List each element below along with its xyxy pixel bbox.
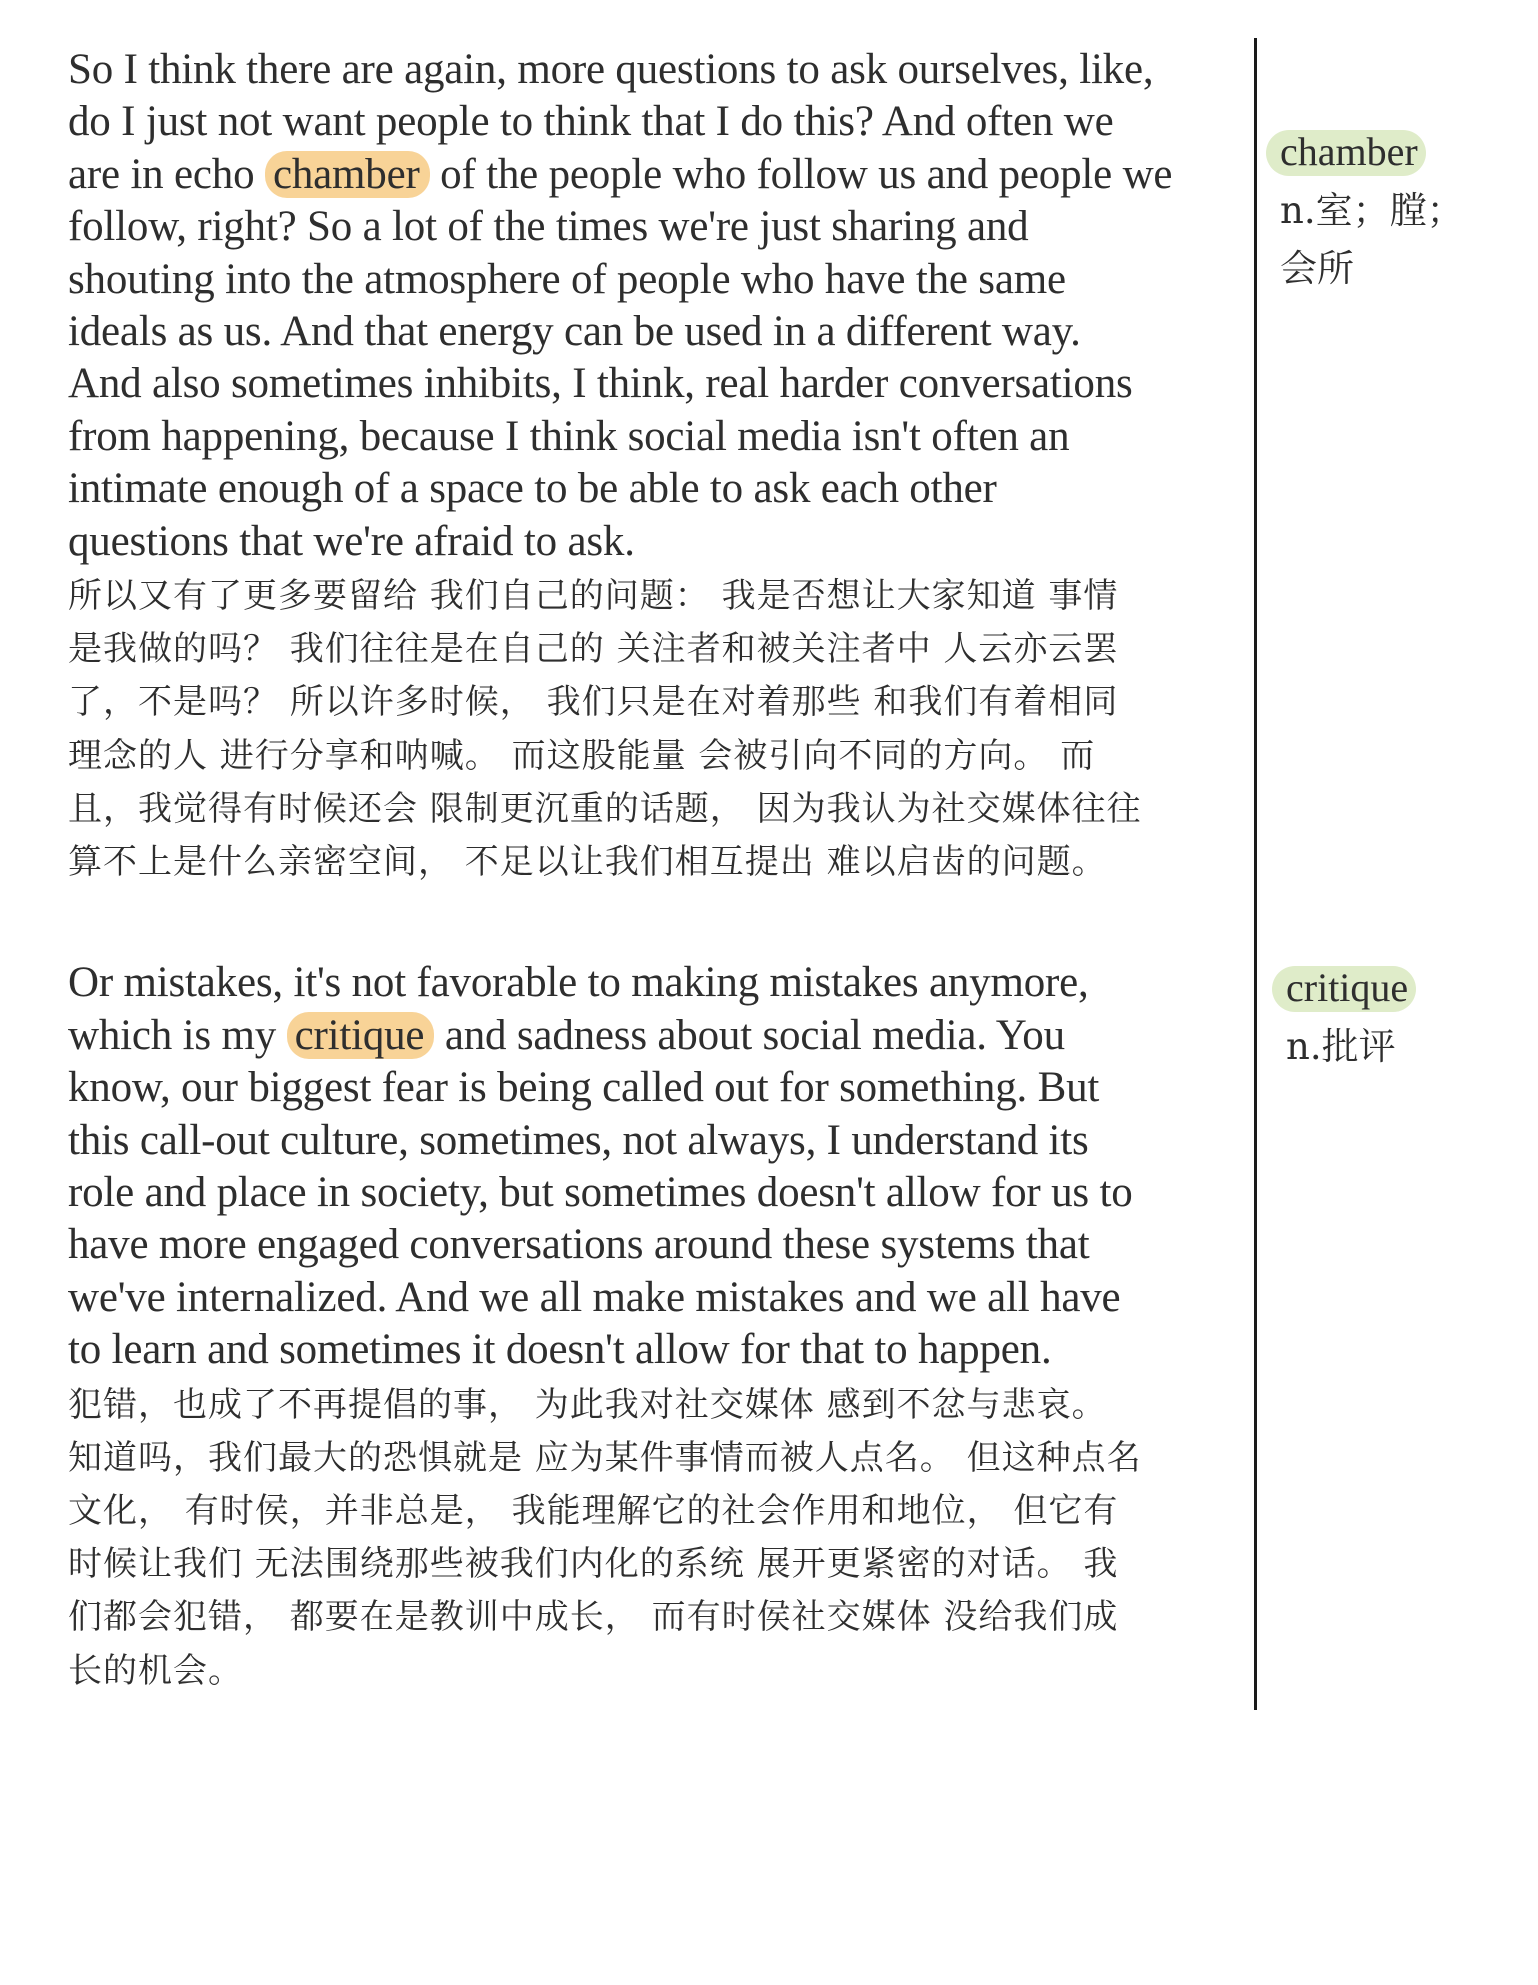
text-after-highlight: of the people who follow us and people we [429, 150, 1173, 198]
chinese-line: 所以又有了更多要留给 我们自己的问题： 我是否想让大家知道 事情 [68, 576, 1119, 617]
chinese-line: 了，不是吗？ 所以许多时候， 我们只是在对着那些 和我们有着相同 [68, 682, 1119, 723]
glossary-entry-chamber [1266, 130, 1480, 298]
chinese-line: 算不上是什么亲密空间， 不足以让我们相互提出 难以启齿的问题。 [68, 842, 1107, 883]
english-line: role and place in society, but sometimes doesn't allow for us to [68, 1168, 1133, 1216]
text-before-highlight: are in echo [68, 150, 265, 198]
chinese-paragraph-2 [68, 1379, 1248, 1698]
glossary-definition: n.批评 [1286, 1025, 1396, 1068]
chinese-line: 犯错，也成了不再提倡的事， 为此我对社交媒体 感到不忿与悲哀。 [68, 1384, 1107, 1425]
highlighted-word-critique[interactable]: critique [287, 1012, 435, 1059]
chinese-line: 是我做的吗？ 我们往往是在自己的 关注者和被关注者中 人云亦云罢 [68, 629, 1119, 670]
glossary-entry-critique [1272, 966, 1486, 1076]
chinese-line: 长的机会。 [68, 1650, 243, 1691]
paragraph-gap [68, 889, 1248, 957]
chinese-line: 理念的人 进行分享和呐喊。 而这股能量 会被引向不同的方向。 而 [68, 735, 1096, 776]
english-line: from happening, because I think social media isn't often an [68, 412, 1070, 460]
english-line: shouting into the atmosphere of people who have the same [68, 255, 1066, 303]
english-line: Or mistakes, it's not favorable to making mistakes anymore, [68, 959, 1089, 1007]
english-line: questions that we're afraid to ask. [68, 517, 635, 565]
english-line: have more engaged conversations around these systems that [68, 1221, 1090, 1269]
english-line: do I just not want people to think that I do this? And often we [68, 98, 1114, 146]
english-line: ideals as us. And that energy can be used in a different way. [68, 308, 1081, 356]
english-line: intimate enough of a space to be able to ask each other [68, 465, 997, 513]
english-paragraph-1 [68, 44, 1248, 568]
transcript-column [68, 44, 1248, 1698]
chinese-line: 文化， 有时侯，并非总是， 我能理解它的社会作用和地位， 但它有 [68, 1490, 1119, 1531]
english-line-with-highlight [68, 1010, 1248, 1062]
margin-divider [1254, 38, 1257, 1710]
english-line: this call-out culture, sometimes, not always, I understand its [68, 1116, 1089, 1164]
english-line: So I think there are again, more questions to ask ourselves, like, [68, 46, 1154, 93]
chinese-line: 时候让我们 无法围绕那些被我们内化的系统 展开更紧密的对话。 我 [68, 1544, 1119, 1585]
english-line: to learn and sometimes it doesn't allow for that to happen. [68, 1326, 1052, 1374]
english-paragraph-2 [68, 957, 1248, 1376]
chinese-line: 知道吗，我们最大的恐惧就是 应为某件事情而被人点名。 但这种点名 [68, 1437, 1142, 1478]
text-before-highlight: which is my [68, 1011, 287, 1059]
glossary-definition: n.室；膛；会所 [1280, 189, 1464, 290]
english-line-with-highlight [68, 149, 1248, 201]
highlighted-word-chamber[interactable]: chamber [265, 151, 430, 198]
english-line: follow, right? So a lot of the times we're just sharing and [68, 203, 1029, 251]
english-line: we've internalized. And we all make mistakes and we all have [68, 1273, 1121, 1321]
english-line: know, our biggest fear is being called out for something. But [68, 1064, 1100, 1112]
glossary-word[interactable]: critique [1272, 966, 1416, 1012]
chinese-line: 们都会犯错， 都要在是教训中成长， 而有时侯社交媒体 没给我们成 [68, 1597, 1119, 1638]
chinese-line: 且，我觉得有时候还会 限制更沉重的话题， 因为我认为社交媒体往往 [68, 788, 1142, 829]
glossary-word[interactable]: chamber [1266, 130, 1426, 176]
english-line: And also sometimes inhibits, I think, real harder conversations [68, 360, 1133, 408]
chinese-paragraph-1 [68, 570, 1248, 889]
text-after-highlight: and sadness about social media. You [434, 1011, 1065, 1059]
